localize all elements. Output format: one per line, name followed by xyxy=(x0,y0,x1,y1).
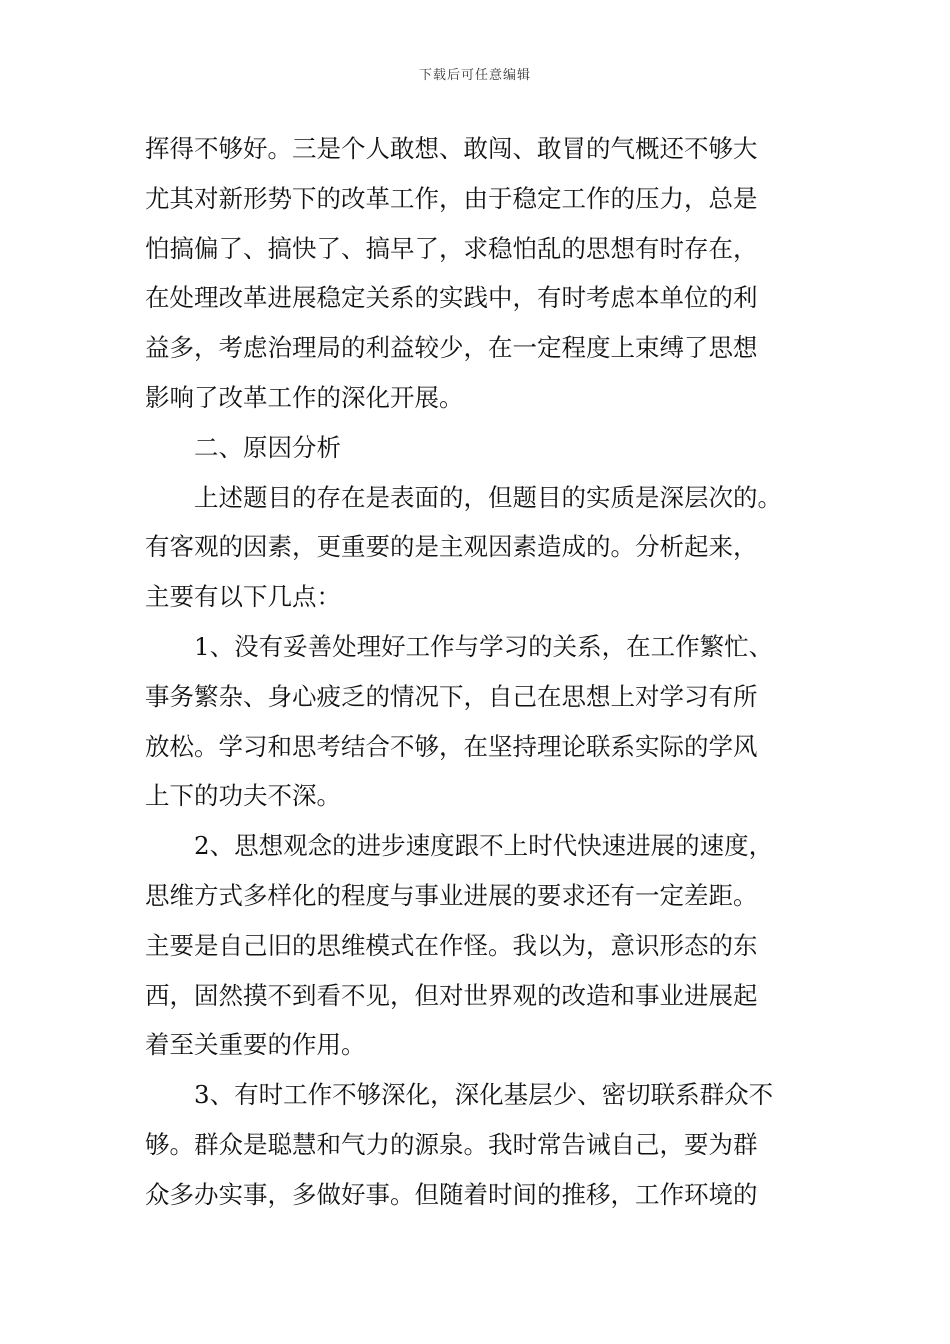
text-line: 1、没有妥善处理好工作与学习的关系，在工作繁忙、 xyxy=(194,631,774,661)
text-line: 二、原因分析 xyxy=(194,432,341,462)
header-note: 下载后可任意编辑 xyxy=(418,68,531,83)
text-line: 有客观的因素，更重要的是主观因素造成的。分析起来， xyxy=(145,532,758,562)
text-line: 挥得不够好。三是个人敢想、敢闯、敢冒的气概还不够大 xyxy=(145,134,758,163)
text-line: 思维方式多样化的程度与事业进展的要求还有一定差距。 xyxy=(145,880,758,910)
text-line: 众多办实事，多做好事。但随着时间的推移，工作环境的 xyxy=(145,1179,758,1209)
text-line: 在处理改革进展稳定关系的实践中，有时考虑本单位的利 xyxy=(145,283,758,313)
text-line: 着至关重要的作用。 xyxy=(145,1030,366,1060)
text-line: 放松。学习和思考结合不够，在坚持理论联系实际的学风 xyxy=(145,731,758,761)
text-line: 事务繁杂、身心疲乏的情况下，自己在思想上对学习有所 xyxy=(145,681,758,711)
text-line: 尤其对新形势下的改革工作，由于稳定工作的压力，总是 xyxy=(145,183,758,213)
text-line: 主要有以下几点： xyxy=(145,582,341,612)
text-line: 3、有时工作不够深化，深化基层少、密切联系群众不 xyxy=(194,1080,774,1110)
text-line: 西，固然摸不到看不见，但对世界观的改造和事业进展起 xyxy=(145,980,758,1010)
text-line: 上述题目的存在是表面的，但题目的实质是深层次的。 xyxy=(194,482,782,512)
document-body xyxy=(145,124,815,1220)
text-line: 2、思想观念的进步速度跟不上时代快速进展的速度， xyxy=(194,831,774,861)
text-line: 主要是自己旧的思维模式在作怪。我以为，意识形态的东 xyxy=(145,930,758,960)
text-line: 影响了改革工作的深化开展。 xyxy=(145,382,464,412)
text-line: 益多，考虑治理局的利益较少，在一定程度上束缚了思想 xyxy=(145,333,758,363)
text-line: 上下的功夫不深。 xyxy=(145,781,341,811)
text-line: 够。群众是聪慧和气力的源泉。我时常告诫自己，要为群 xyxy=(145,1129,758,1159)
text-line: 怕搞偏了、搞快了、搞早了，求稳怕乱的思想有时存在， xyxy=(145,233,758,263)
